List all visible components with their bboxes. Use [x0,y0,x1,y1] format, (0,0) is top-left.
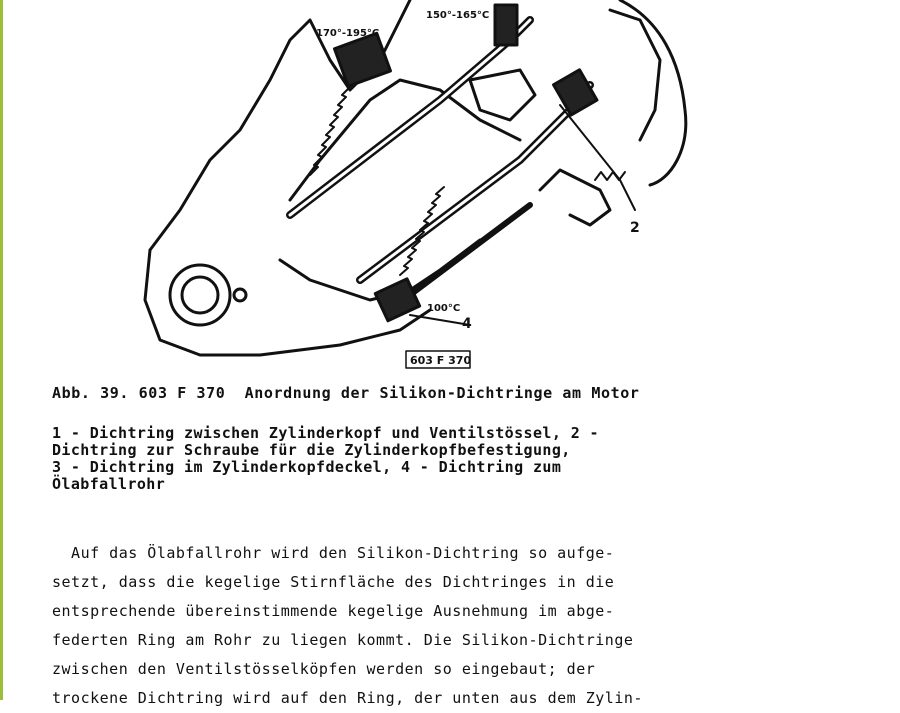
legend-line: Ölabfallrohr [52,475,166,493]
body-line: Auf das Ölabfallrohr wird den Silikon-Dichtring so aufge- [52,544,615,562]
page-edge-line [0,0,3,700]
legend-line: Dichtring zur Schraube für die Zylinderkopfbefestigung, [52,441,571,459]
temp-label-top-left: 170°-195°C [316,28,380,39]
figure-code-label: 603 F 370 [410,354,472,367]
callout-number-4: 4 [462,316,472,332]
temp-label-bottom: 100°C [427,303,461,314]
body-line: federten Ring am Rohr zu liegen kommt. Die Silikon-Dichtringe [52,631,634,649]
legend-line: 3 - Dichtring im Zylinderkopfdeckel, 4 - Dichtring zum [52,458,562,476]
body-line: entsprechende übereinstimmende kegelige Ausnehmung im abge- [52,602,615,620]
push-rod-lower [360,85,590,280]
seal-bottom [375,279,419,321]
body-line: zwischen den Ventilstösselköpfen werden so eingebaut; der [52,660,596,678]
temp-label-top-right: 150°-165°C [426,10,490,21]
engine-diagram [140,0,700,372]
callout-number-2: 2 [630,220,640,236]
body-line: trockene Dichtring wird auf den Ring, der unten aus dem Zylin- [52,689,643,707]
legend-line: 1 - Dichtring zwischen Zylinderkopf und Ventilstössel, 2 - [52,424,599,442]
seal-top-right [495,5,517,45]
figure-caption: Abb. 39. 603 F 370 Anordnung der Silikon-Dichtringe am Motor [52,384,640,402]
oil-port [170,265,230,325]
body-paragraph [52,539,872,713]
spring-lower [400,187,444,275]
body-line: setzt, dass die kegelige Stirnfläche des Dichtringes in die [52,573,615,591]
figure-legend [52,425,852,493]
